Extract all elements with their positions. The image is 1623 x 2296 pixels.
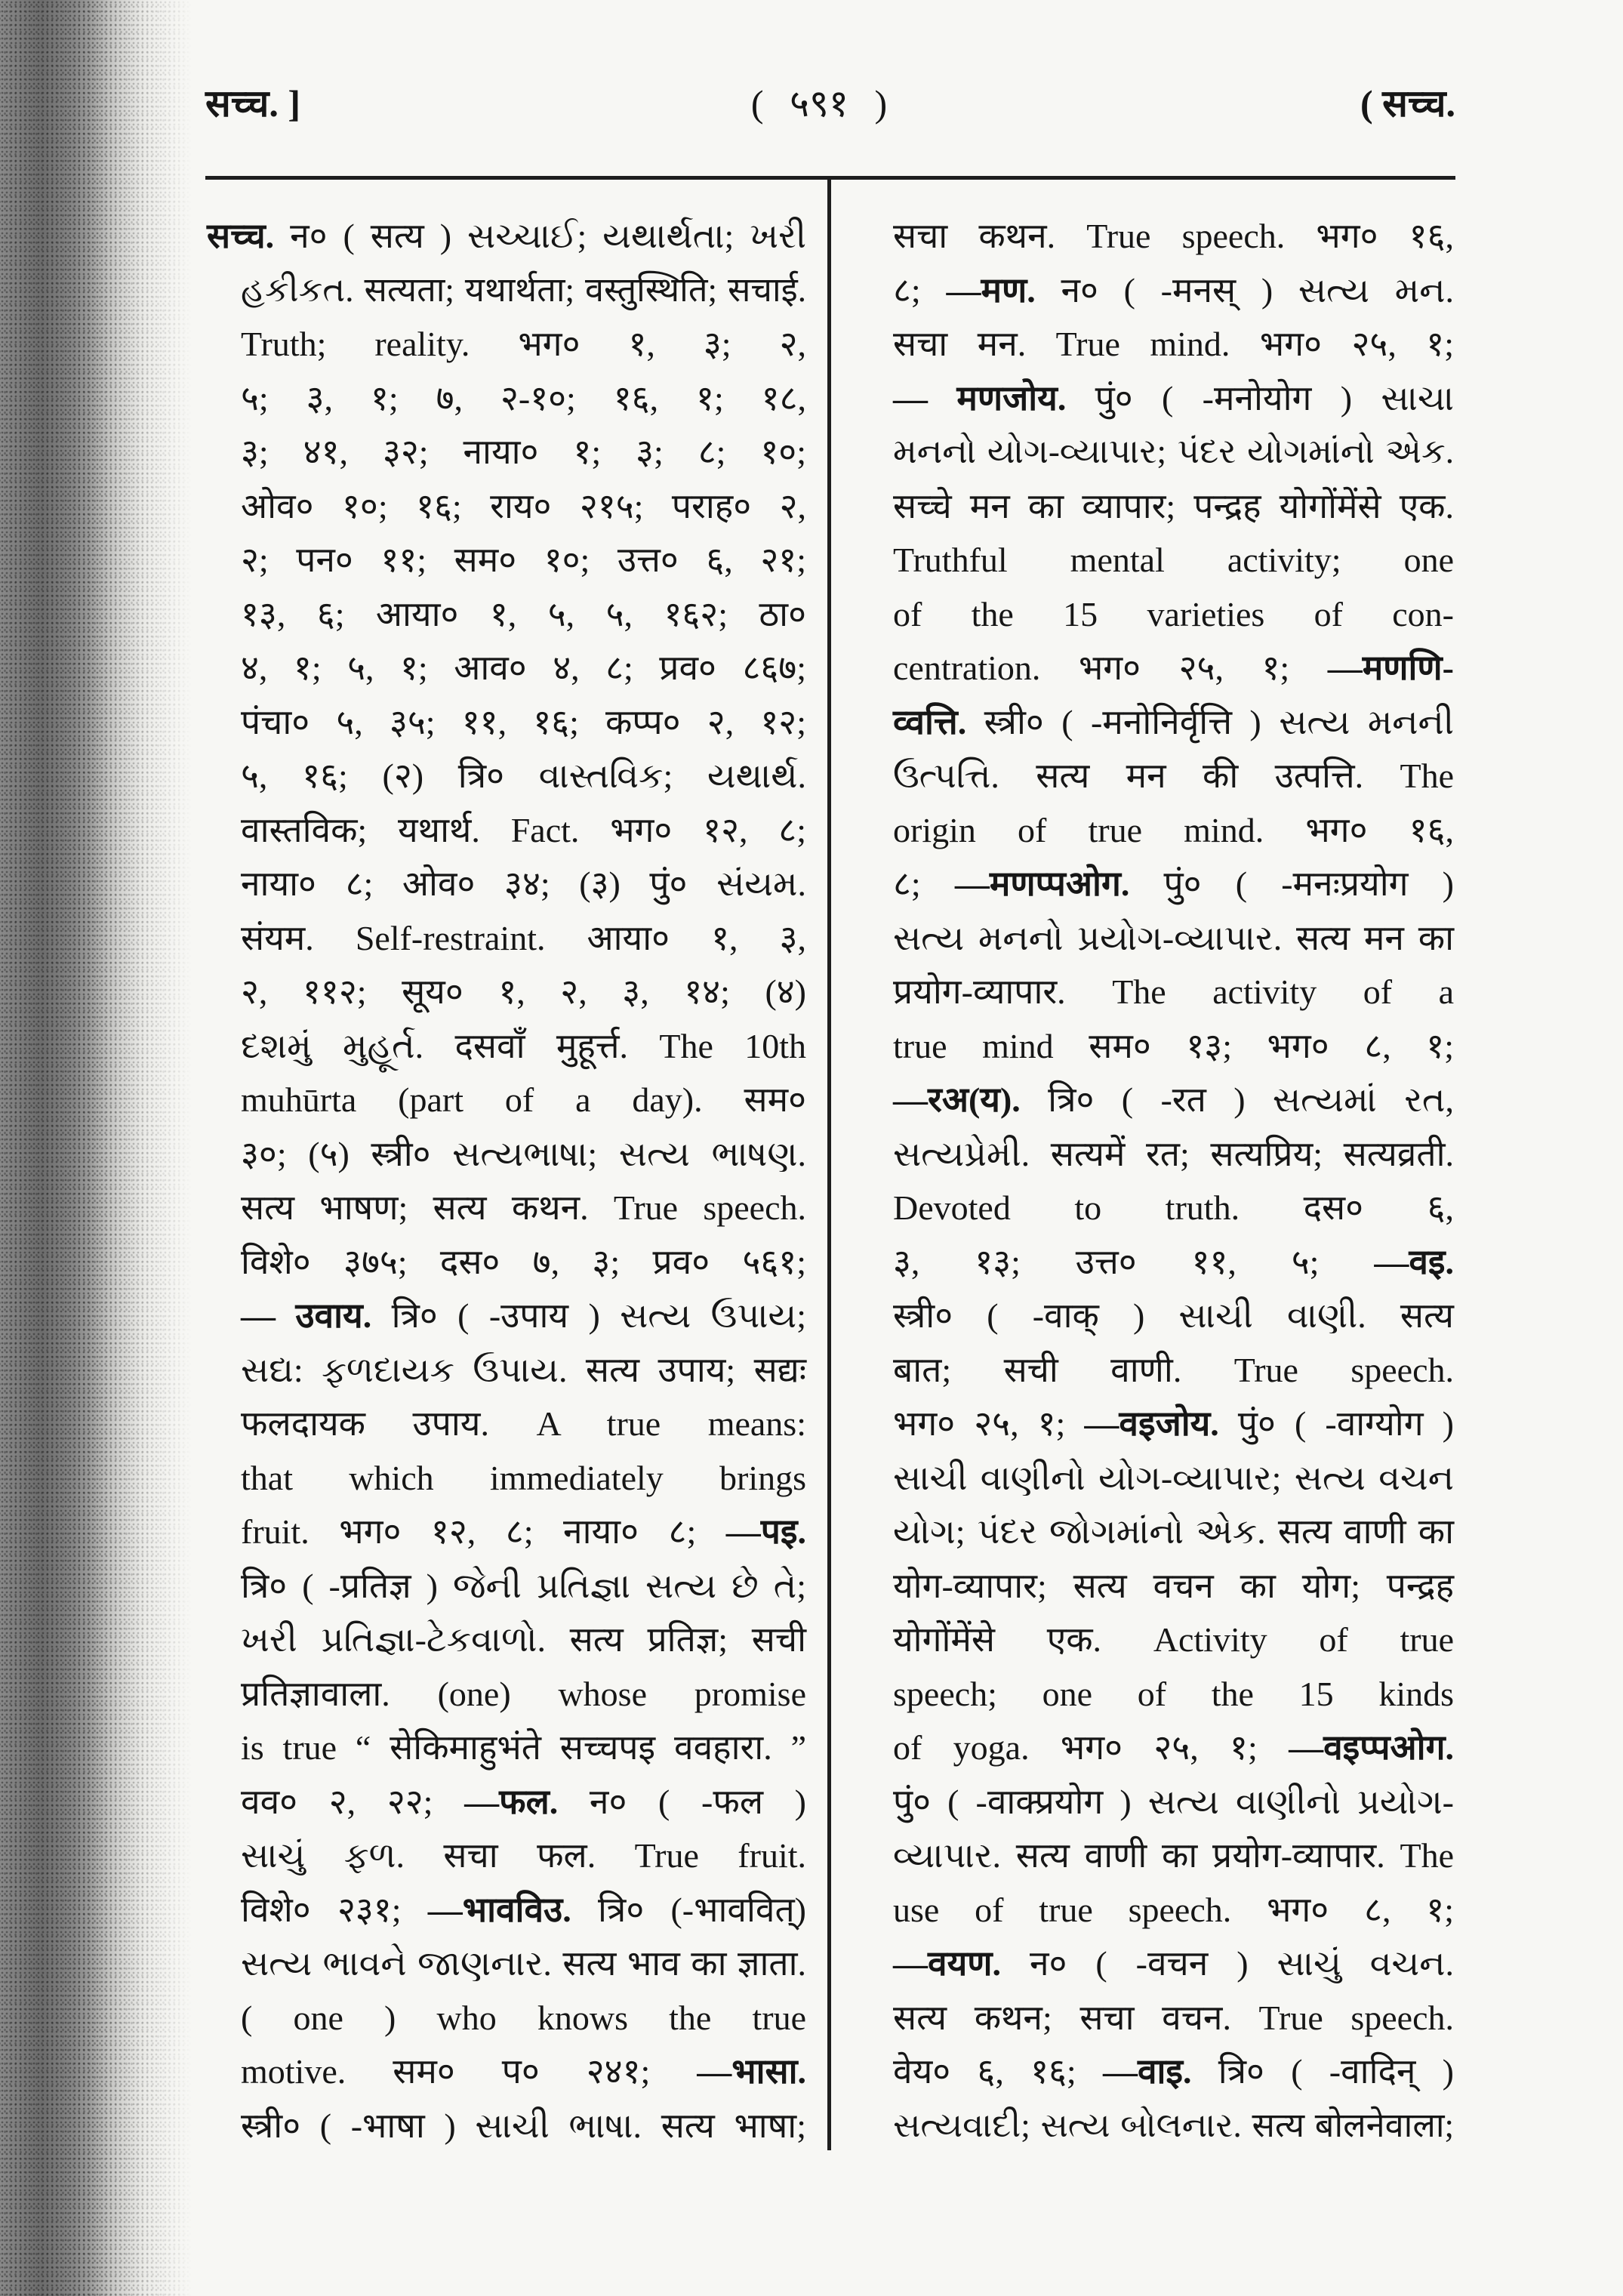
entry-line <box>241 264 806 318</box>
entry-line <box>241 965 806 1019</box>
entry-line <box>241 533 806 587</box>
entry-line <box>893 1451 1454 1505</box>
entry-line <box>241 749 806 803</box>
entry-text: सचा कथन. True speech. भग० १६, <box>893 217 1454 255</box>
entry-line <box>241 641 806 695</box>
entry-text: वास्तविक; यथार्थ. Fact. भग० १२, ८; <box>241 810 806 849</box>
entry-line <box>893 371 1454 426</box>
entry-line <box>893 1883 1454 1937</box>
entry-text: वव० २, २२; <box>241 1782 465 1821</box>
entry-text: नाया० ८; ओव० ३४; (३) पुं० સંયમ. <box>241 864 806 903</box>
entry-line <box>893 587 1454 642</box>
entry-line <box>241 1289 806 1343</box>
entry-line <box>893 1289 1454 1343</box>
entry-text: त्रि० ( -रत ) સત્યમાં રત, <box>1020 1080 1454 1119</box>
entry-text: सत्य भाषण; सत्य कथन. True speech. <box>241 1188 806 1227</box>
entry-line <box>893 857 1454 911</box>
entry-line <box>241 1127 806 1182</box>
entry-text: સદ્ય: ફળદાયક ઉપાય. सत्य उपाय; सद्यः <box>241 1350 806 1389</box>
entry-text: સત્ય મનનો પ્રયોગ-વ્યાપાર. सत्य मन का <box>893 918 1454 957</box>
entry-text: सचा मन. True mind. भग० २५, १; <box>893 325 1454 363</box>
entry-line <box>241 857 806 911</box>
headword: व्वत्ति. <box>893 702 967 741</box>
entry-text: योगोंमेंसे एक. Activity of true <box>893 1620 1454 1659</box>
entry-text: ४, १; ५, १; आव० ४, ८; प्रव० ८६७; <box>241 649 806 687</box>
entry-text: Devoted to truth. दस० ६, <box>893 1188 1454 1227</box>
entry-text: पुं० ( -मनोयोग ) સાચા <box>1066 378 1454 418</box>
entry-line <box>241 1451 806 1505</box>
entry-text: प्रतिज्ञावाला. (one) whose promise <box>241 1674 806 1713</box>
entry-text: सच्चे मन का व्यापार; पन्द्रह योगोंमेंसे एक. <box>893 486 1454 525</box>
headword: —वाइ. <box>1102 2052 1192 2091</box>
entry-line <box>241 1721 806 1775</box>
entry-line <box>893 1991 1454 2045</box>
entry-text: ओव० १०; १६; राय० २१५; पराह० २, <box>241 486 806 525</box>
entry-text: that which immediately brings <box>241 1458 806 1497</box>
entry-text: स्त्री० ( -भाषा ) સાચી ભાષા. सत्य भाषा; <box>241 2106 806 2145</box>
headword: —भावविउ. <box>427 1890 571 1929</box>
entry-text: મનનો યોગ-વ્યાપાર; પંદર યોગમાંનો એક. <box>893 433 1454 470</box>
entry-text: स्त्री० ( -वाक् ) સાચી વાણી. सत्य <box>893 1296 1454 1335</box>
entry-text: वेय० ६, १६; <box>893 2052 1103 2091</box>
entry-line <box>241 1667 806 1721</box>
headword: —वइप्पओग. <box>1289 1728 1454 1767</box>
entry-text: સત્ય ભાવને જાણનાર. सत्य भाव का ज्ञाता. <box>241 1944 806 1983</box>
entry-line <box>241 1991 806 2045</box>
entry-line <box>241 1559 806 1613</box>
entry-text: Truth; reality. भग० १, ३; २, <box>241 325 806 363</box>
entry-line <box>893 1343 1454 1398</box>
entry-text: सत्य कथन; सचा वचन. True speech. <box>893 1998 1454 2037</box>
entry-line <box>241 317 806 371</box>
entry-text: દશમું મુહૂર્ત. दसवाँ मुहूर्त्त. The 10th <box>241 1026 806 1065</box>
entry-line <box>207 209 806 264</box>
entry-text: ખરી પ્રતિજ્ઞા-ટેકવાળો. सत्य प्रतिज्ञ; सची <box>241 1620 806 1659</box>
entry-line <box>893 479 1454 534</box>
entry-line <box>241 1937 806 1991</box>
entry-text: २; पन० ११; सम० १०; उत्त० ६, २१; <box>241 541 806 579</box>
entry-line <box>893 264 1454 318</box>
entry-line <box>241 479 806 534</box>
headword: —फल. <box>464 1782 559 1821</box>
entry-text: योग-व्यापार; सत्य वचन का योग; पन्द्रह <box>893 1566 1454 1605</box>
entry-text: હકીકત. सत्यता; यथार्थता; वस्तुस्थिति; सचाई. <box>241 270 806 309</box>
running-head-left: सच्च. ] <box>205 82 301 125</box>
entry-text: ५; ३, १; ७, २-१०; १६, १; १८, <box>241 378 806 418</box>
entry-line <box>893 1775 1454 1829</box>
entry-text: २, ११२; सूय० १, २, ३, १४; (४) <box>241 972 806 1011</box>
entry-text: स्त्री० ( -मनोनिर्वृत्ति ) સત્ય મનની <box>966 702 1454 741</box>
entry-line <box>241 695 806 750</box>
entry-line <box>241 425 806 479</box>
entry-text: पुं० ( -वाक्प्रयोग ) સત્ય વાણીનો પ્રયોગ- <box>893 1782 1454 1821</box>
headword: —मणणि- <box>1327 649 1454 687</box>
entry-text: ઉત્પત્તિ. सत्य मन की उत्पत्ति. The <box>893 757 1454 795</box>
entry-text: true mind सम० १३; भग० ८, १; <box>893 1026 1454 1065</box>
entry-text: સાચું ફળ. सचा फल. True fruit. <box>241 1836 806 1875</box>
page-number: ( ५९१ ) <box>750 82 888 125</box>
right-column <box>893 209 1454 2153</box>
entry-text: प्रयोग-व्यापार. The activity of a <box>893 972 1454 1011</box>
entry-text: न० ( सत्य ) સચ્ચાઈ; યથાર્થતા; ખરી <box>274 217 806 255</box>
entry-text: त्रि० ( -प्रतिज्ञ ) જેની પ્રતિજ્ઞા સત્ય છે તે; <box>241 1566 806 1605</box>
entry-line <box>241 803 806 858</box>
entry-text: भग० २५, १; <box>893 1404 1085 1443</box>
headword: —वइ. <box>1374 1242 1454 1281</box>
entry-line <box>241 2045 806 2099</box>
entry-text: न० ( -वचन ) સાચું વચન. <box>1001 1944 1454 1983</box>
entry-line <box>893 1937 1454 1991</box>
headword: —मण. <box>946 270 1036 310</box>
entry-text: न० ( -फल ) <box>558 1782 806 1821</box>
headword: —मणप्पओग. <box>954 864 1130 903</box>
entry-line <box>241 1181 806 1235</box>
entry-text: fruit. भग० १२, ८; नाया० ८; <box>241 1512 726 1551</box>
entry-line <box>893 641 1454 695</box>
entry-text: speech; one of the 15 kinds <box>893 1674 1454 1713</box>
entry-line <box>241 1235 806 1290</box>
entry-text: centration. भग० २५, १; <box>893 649 1328 687</box>
entry-text: ( one ) who knows the true <box>241 1998 806 2037</box>
entry-line <box>893 1559 1454 1613</box>
entry-line <box>893 1721 1454 1775</box>
entry-text: of the 15 varieties of con- <box>893 594 1454 633</box>
headword: —भासा. <box>697 2052 806 2091</box>
entry-line <box>241 911 806 966</box>
entry-line <box>893 803 1454 858</box>
entry-line <box>241 371 806 426</box>
entry-line <box>893 2099 1454 2153</box>
running-head-right: ( सच्च. <box>1360 82 1455 125</box>
entry-line <box>893 425 1454 479</box>
entry-line <box>241 1073 806 1127</box>
entry-line <box>893 533 1454 587</box>
entry-text: સત્યવાદી; સત્ય બોલનાર. सत्य बोलनेवाला; <box>893 2106 1454 2144</box>
entry-line <box>241 1829 806 1883</box>
entry-line <box>893 749 1454 803</box>
entry-line <box>241 1883 806 1937</box>
entry-line <box>893 1829 1454 1883</box>
entry-line <box>241 1397 806 1451</box>
entry-line <box>893 1505 1454 1559</box>
entry-text: विशे० ३७५; दस० ७, ३; प्रव० ५६१; <box>241 1242 806 1281</box>
entry-text: पंचा० ५, ३५; ११, १६; कप्प० २, १२; <box>241 702 806 741</box>
entry-text: use of true speech. भग० ८, १; <box>893 1890 1454 1929</box>
headword: —वइजोय. <box>1084 1404 1219 1443</box>
entry-line <box>893 1235 1454 1290</box>
entry-text: त्रि० ( -वादिन् ) <box>1191 2052 1455 2091</box>
entry-text: त्रि० ( -उपाय ) સત્ય ઉપાય; <box>371 1296 806 1335</box>
entry-text: पुं० ( -मनःप्रयोग ) <box>1129 864 1455 903</box>
entry-line <box>893 317 1454 371</box>
entry-text: of yoga. भग० २५, १; <box>893 1728 1289 1767</box>
entry-line <box>893 965 1454 1019</box>
headword: सच्च. <box>207 217 275 255</box>
entry-line <box>241 1775 806 1829</box>
entry-line <box>241 1505 806 1559</box>
entry-text: ८; <box>893 864 955 903</box>
entry-text: વ્યાપાર. सत्य वाणी का प्रयोग-व्यापार. The <box>893 1836 1454 1875</box>
entry-line <box>893 1397 1454 1451</box>
headword: — मणजोय. <box>893 378 1067 418</box>
entry-text: Truthful mental activity; one <box>893 541 1454 579</box>
entry-text: बात; सची वाणी. True speech. <box>893 1350 1454 1389</box>
headword: —रअ(य). <box>893 1080 1021 1119</box>
entry-line <box>241 1343 806 1398</box>
entry-line <box>241 2099 806 2153</box>
entry-text: ८; <box>893 270 947 310</box>
entry-text: ३, १३; उत्त० ११, ५; <box>893 1242 1375 1281</box>
scan-edge-shadow <box>0 0 196 2296</box>
left-column <box>207 209 806 2153</box>
column-divider <box>827 178 831 2150</box>
headword: — उवाय. <box>241 1296 372 1335</box>
entry-text: origin of true mind. भग० १६, <box>893 810 1454 849</box>
entry-text: સત્યપ્રેમી. सत्यमें रत; सत्यप्रिय; सत्यव्रती. <box>893 1134 1454 1173</box>
entry-line <box>893 209 1454 264</box>
entry-line <box>893 911 1454 966</box>
headword: —वयण. <box>893 1944 1002 1983</box>
entry-line <box>893 1127 1454 1182</box>
entry-text: motive. सम० प० २४१; <box>241 2052 698 2091</box>
entry-text: ५, १६; (२) त्रि० વાસ્તવિક; યથાર્થ. <box>241 757 806 795</box>
entry-line <box>241 587 806 642</box>
entry-text: સાચી વાણીનો યોગ-વ્યાપાર; સત્ય વચન <box>893 1458 1454 1497</box>
entry-line <box>893 695 1454 750</box>
entry-line <box>893 1019 1454 1074</box>
entry-text: विशे० २३१; <box>241 1890 428 1929</box>
entry-line <box>241 1019 806 1074</box>
entry-text: त्रि० (-भाववित्) <box>571 1890 806 1929</box>
entry-text: न० ( -मनस् ) સત્ય મન. <box>1035 270 1455 310</box>
entry-line <box>893 1613 1454 1667</box>
entry-text: संयम. Self-restraint. आया० १, ३, <box>241 918 806 957</box>
entry-text: ३०; (५) स्त्री० સત્યભાષા; સત્ય ભાષણ. <box>241 1134 806 1173</box>
entry-line <box>241 1613 806 1667</box>
entry-line <box>893 1181 1454 1235</box>
entry-text: पुं० ( -वाग्योग ) <box>1218 1404 1454 1443</box>
entry-line <box>893 2045 1454 2099</box>
entry-text: muhūrta (part of a day). सम० <box>241 1080 806 1119</box>
headword: —पइ. <box>725 1512 806 1551</box>
entry-text: યોગ; પંદર જોગમાંનો એક. सत्य वाणी का <box>893 1512 1454 1551</box>
entry-line <box>893 1667 1454 1721</box>
entry-text: १३, ६; आया० १, ५, ५, १६२; ठा० <box>241 594 806 633</box>
entry-line <box>893 1073 1454 1127</box>
entry-text: is true “ सेकिमाहुभंते सच्चपइ ववहारा. ” <box>241 1728 806 1767</box>
entry-text: फलदायक उपाय. A true means: <box>241 1404 806 1443</box>
entry-text: ३; ४१, ३२; नाया० १; ३; ८; १०; <box>241 433 806 471</box>
